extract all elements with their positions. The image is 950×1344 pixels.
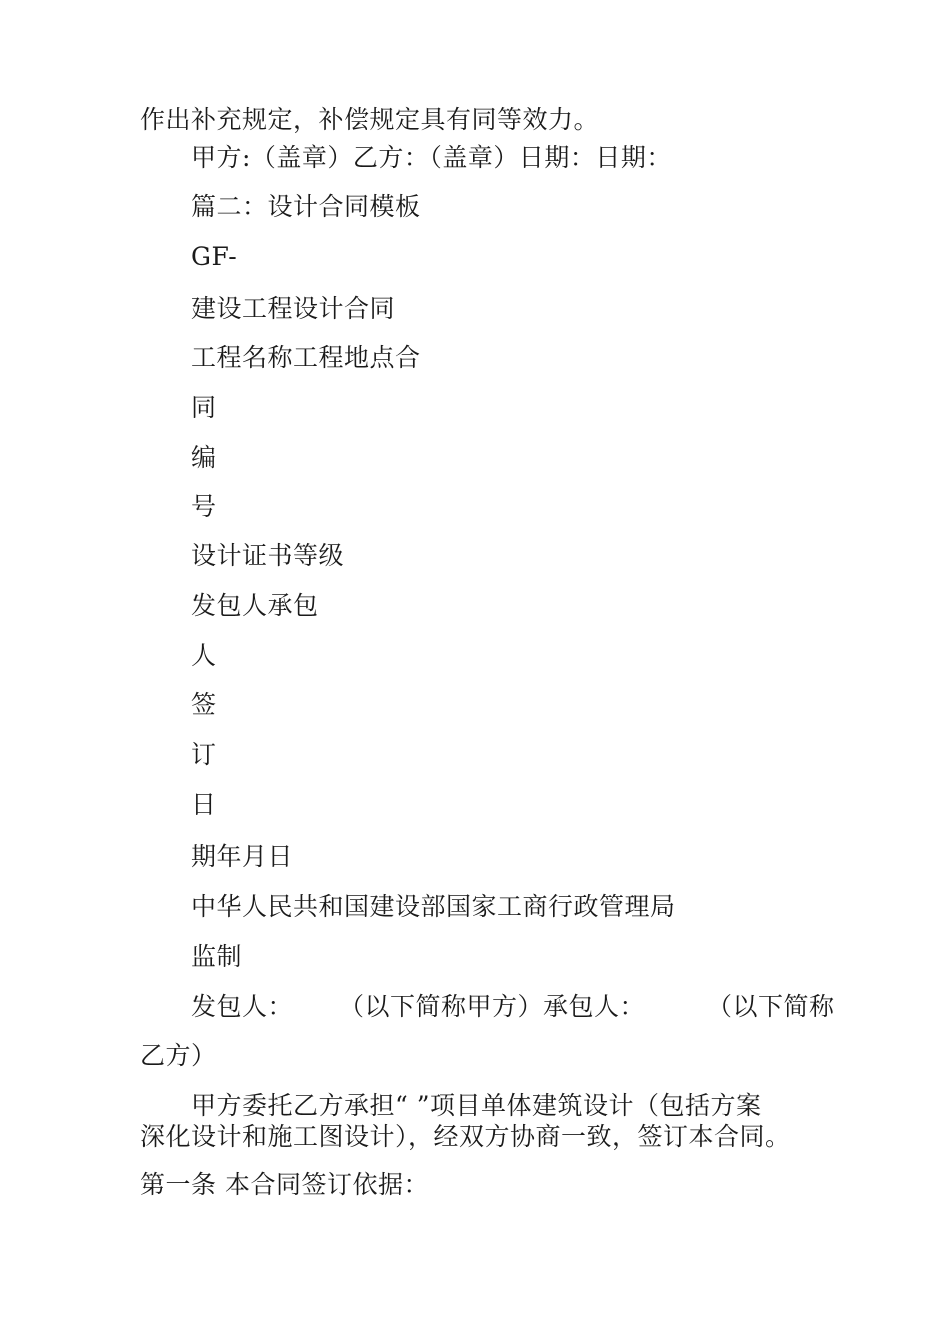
- contract-title: 建设工程设计合同: [191, 294, 396, 323]
- signature-line: 甲方:（盖章）乙方：（盖章）日期：日期：: [191, 143, 672, 172]
- text-line: 深化设计和施工图设计），经双方协商一致，签订本合同。: [140, 1122, 791, 1151]
- text-line: 签: [191, 690, 217, 719]
- abbrev-note: （以下简称: [707, 992, 835, 1021]
- text-line: 设计证书等级: [191, 541, 345, 570]
- text-line: 工程名称工程地点合: [191, 343, 421, 372]
- text-line: 监制: [191, 942, 243, 971]
- text-line: 甲方委托乙方承担“ ”项目单体建筑设计（包括方案: [191, 1091, 762, 1120]
- text-line: 期年月日: [191, 842, 294, 871]
- parties-line: [191, 992, 835, 1022]
- issuer-line: 中华人民共和国建设部国家工商行政管理局: [191, 892, 676, 921]
- text-line: 订: [191, 740, 217, 769]
- article-heading: 第一条 本合同签订依据：: [140, 1170, 429, 1199]
- form-code: GF-: [191, 242, 238, 271]
- text-line: 人: [191, 641, 217, 670]
- party-b-label: （以下简称甲方）承包人：: [339, 992, 646, 1021]
- text-line: 日: [191, 790, 217, 819]
- text-line: 乙方）: [140, 1041, 217, 1070]
- text-line: 发包人承包: [191, 591, 319, 620]
- text-line: 编: [191, 443, 217, 472]
- party-a-label: 发包人：: [191, 992, 294, 1021]
- text-line: 号: [191, 492, 217, 521]
- section-heading: 篇二：设计合同模板: [191, 192, 421, 221]
- text-line: 作出补充规定，补偿规定具有同等效力。: [140, 105, 600, 134]
- text-line: 同: [191, 393, 217, 422]
